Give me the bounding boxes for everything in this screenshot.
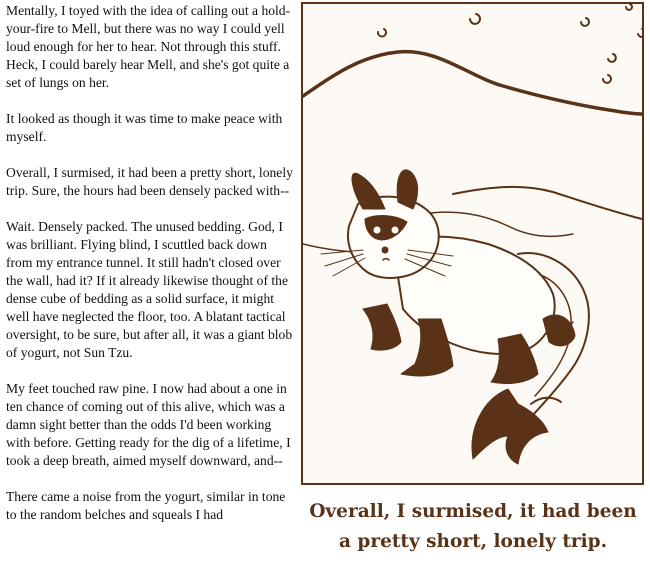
yogurt-bubble-mark (470, 14, 480, 24)
story-paragraph: There came a noise from the yogurt, similar in tone to the random belches and squeals I had (6, 489, 286, 522)
hamster-leg (543, 315, 575, 346)
floor-ridge-line (453, 187, 642, 219)
hamster-ear (352, 173, 385, 209)
story-paragraph: Overall, I surmised, it had been a pretty short, lonely trip. Sure, the hours had been densely packed with-- (6, 165, 293, 198)
yogurt-tentacle (423, 212, 573, 236)
caption-line: Overall, I surmised, it had been (309, 501, 637, 522)
hamster-illustration (303, 4, 642, 483)
story-paragraph: It looked as though it was time to make peace with myself. (6, 111, 283, 144)
yogurt-bubble-mark (581, 18, 589, 26)
yogurt-bubble-mark (603, 75, 611, 83)
hamster-eye (373, 226, 381, 234)
yogurt-edge-line (303, 52, 642, 114)
hamster-leg (363, 304, 401, 350)
yogurt-bubble-mark (378, 29, 386, 36)
story-paragraph: Mentally, I toyed with the idea of calling out a hold-your-fire to Mell, but there was no way I could yell loud enough for her to hear. Not through this stuff. Heck, I could barely hear Mell, and she's got quite a set of lungs on her. (6, 3, 291, 90)
yogurt-bubble-mark (638, 29, 642, 37)
story-paragraph: My feet touched raw pine. I now had about a one in ten chance of coming out of this alive, which was a damn sight better than the odds I'd been working with before. Getting ready for the dig of a lifetime, I took a deep breath, aimed myself downward, and-- (6, 381, 291, 468)
hamster-eye (391, 226, 399, 234)
hamster (321, 170, 575, 464)
illustration-panel (301, 2, 644, 485)
illustration-caption (300, 497, 646, 557)
story-text (6, 2, 294, 568)
yogurt-bubble-mark (626, 4, 632, 10)
caption-line: a pretty short, lonely trip. (338, 531, 608, 552)
hamster-ear (397, 170, 417, 209)
yogurt-bubble-mark (608, 54, 616, 62)
story-paragraph: Wait. Densely packed. The unused bedding. God, I was brilliant. Flying blind, I scuttled back down from my entrance tunnel. It still hadn't closed over the wall, had it? If it already likewise thought of the dense cube of bedding as a solid surface, it might well have neglected the floor, too. A blatant tactical oversight, to be sure, but after all, it was a giant blob of yogurt, not Sun Tzu. (6, 219, 293, 360)
